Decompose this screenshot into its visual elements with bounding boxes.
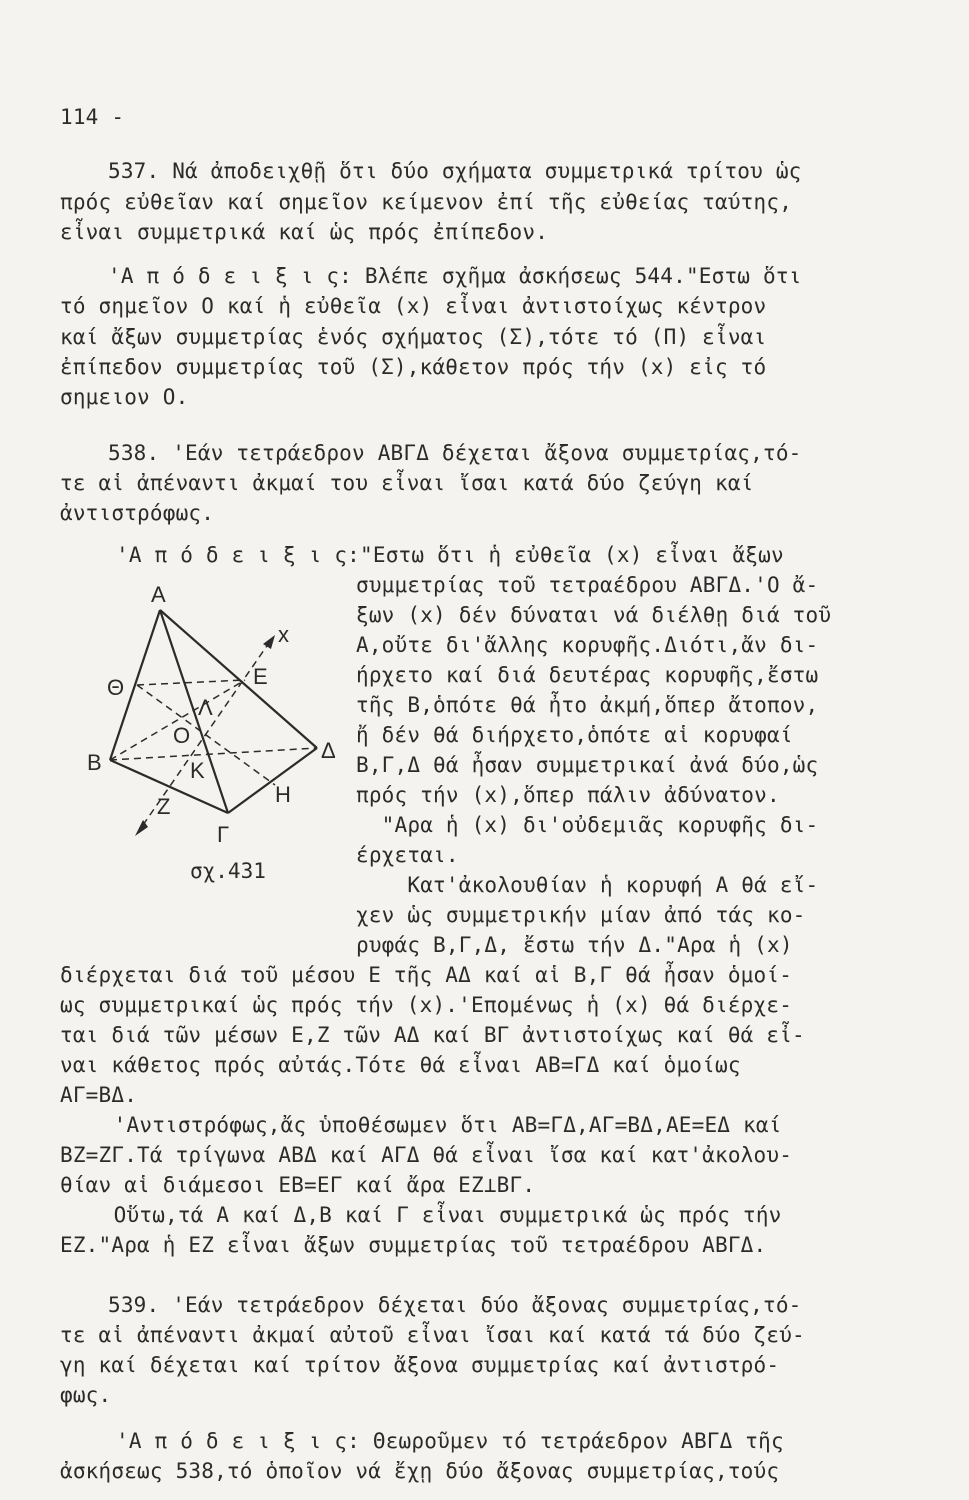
figure-label: x xyxy=(278,622,289,647)
text-line: θίαν αἱ διάμεσοι ΕΒ=ΕΓ καί ἄρα ΕΖ⊥ΒΓ. xyxy=(60,1173,536,1197)
text-line: 539. 'Εάν τετράεδρον δέχεται δύο ἄξονας συμμετρίας,τό- xyxy=(108,1293,802,1317)
text-line: συμμετρίας τοῦ τετραέδρου ΑΒΓΔ.'Ο ἄ- xyxy=(356,573,819,597)
text-line: Οὕτω,τά Α καί Δ,Β καί Γ εἶναι συμμετρικά ὡς πρός τήν xyxy=(88,1203,782,1227)
text-line: ΒΖ=ΖΓ.Τά τρίγωνα ΑΒΔ καί ΑΓΔ θά εἶναι ἴσα καί κατ'ἀκολου- xyxy=(60,1143,793,1167)
figure-label: Δ xyxy=(321,738,336,763)
figure-label: Β xyxy=(87,750,102,775)
text-line: 537. Νά ἀποδειχθῇ ὅτι δύο σχήματα συμμετρικά τρίτου ὡς xyxy=(108,159,802,183)
figure-caption: σχ.431 xyxy=(190,859,266,883)
figure-label: Ο xyxy=(173,723,191,748)
text-line: τό σημεῖον Ο καί ἡ εὐθεῖα (x) εἶναι ἀντιστοίχως κέντρον xyxy=(60,294,767,318)
page-number: 114 - xyxy=(60,105,125,129)
text-line: ἐπίπεδον συμμετρίας τοῦ (Σ),κάθετον πρός τήν (x) εἰς τό xyxy=(60,355,767,379)
axis-arrowhead xyxy=(263,635,275,649)
text-line: ται διά τῶν μέσων Ε,Ζ τῶν ΑΔ καί ΒΓ ἀντιστοίχως καί θά εἶ- xyxy=(60,1023,805,1047)
text-line: ναι κάθετος πρός αὐτάς.Τότε θά εἶναι ΑΒ=ΓΔ καί ὁμοίως xyxy=(60,1053,741,1077)
text-line: ξων (x) δέν δύναται νά διέλθῃ διά τοῦ xyxy=(356,603,832,627)
text-line: ΑΓ=ΒΔ. xyxy=(60,1083,138,1107)
figure-label: Γ xyxy=(217,822,230,847)
figure-label: Θ xyxy=(107,675,125,700)
edge-gd xyxy=(228,748,317,813)
text-line: ἀσκήσεως 538,τό ὁποῖον νά ἔχῃ δύο ἄξονας συμμετρίας,τούς xyxy=(60,1459,780,1483)
text-line: ρυφάς Β,Γ,Δ, ἔστω τήν Δ."Αρα ἡ (x) xyxy=(356,933,793,957)
text-line: 'Α π ό δ ε ι ξ ι ς:"Εστω ὅτι ἡ εὐθεῖα (x) εἶναι ἄξων xyxy=(116,543,784,567)
text-line: τῆς Β,ὁπότε θά ἦτο ἀκμή,ὅπερ ἄτοπον, xyxy=(356,693,819,717)
tetrahedron-figure xyxy=(87,580,355,860)
text-line: 'Α π ό δ ε ι ξ ι ς: Θεωροῦμεν τό τετράεδρον ΑΒΓΔ τῆς xyxy=(116,1429,784,1453)
text-line: χεν ὡς συμμετρικήν μίαν ἀπό τάς κο- xyxy=(356,903,806,927)
text-line: ως συμμετρικαί ὡς πρός τήν (x).'Επομένως ἡ (x) θά διέρχε- xyxy=(60,993,793,1017)
text-line: Κατ'ἀκολουθίαν ἡ κορυφή Α θά εἴ- xyxy=(356,873,819,897)
text-line: "Αρα ἡ (x) δι'οὐδεμιᾶς κορυφῆς δι- xyxy=(356,813,819,837)
edge-bd xyxy=(110,748,317,760)
segment-theta-e xyxy=(137,680,245,685)
text-line: Β,Γ,Δ θά ἦσαν συμμετρικαί ἀνά δύο,ὡς xyxy=(356,753,819,777)
text-line: έρχεται. xyxy=(356,843,459,867)
figure-label: Η xyxy=(275,782,291,807)
text-line: 'Αντιστρόφως,ἄς ὑποθέσωμεν ὅτι ΑΒ=ΓΔ,ΑΓ=ΒΔ,ΑΕ=ΕΔ καί xyxy=(88,1113,782,1137)
figure-label: Λ xyxy=(198,695,213,720)
text-line: γη καί δέχεται καί τρίτον ἄξονα συμμετρίας καί ἀντιστρό- xyxy=(60,1353,780,1377)
figure-label: Κ xyxy=(190,758,205,783)
text-line: καί ἄξων συμμετρίας ἑνός σχήματος (Σ),τότε τό (Π) εἶναι xyxy=(60,325,767,349)
text-line: πρός εὐθεῖαν καί σημεῖον κείμενον ἐπί τῆς εὐθείας ταύτης, xyxy=(60,190,793,214)
text-line: 538. 'Εάν τετράεδρον ΑΒΓΔ δέχεται ἄξονα συμμετρίας,τό- xyxy=(108,441,802,465)
text-line: σημειον Ο. xyxy=(60,385,189,409)
text-line: ήρχετο καί διά δευτέρας κορυφῆς,ἔστω xyxy=(356,663,819,687)
text-line: ΕΖ."Αρα ἡ ΕΖ εἶναι ἄξων συμμετρίας τοῦ τετραέδρου ΑΒΓΔ. xyxy=(60,1233,767,1257)
text-line: τε αἱ ἀπέναντι ἀκμαί αὐτοῦ εἶναι ἴσαι καί κατά τά δύο ζεύ- xyxy=(60,1323,805,1347)
text-line: Α,οὔτε δι'ἄλλης κορυφῆς.Διότι,ἄν δι- xyxy=(356,633,819,657)
text-line: φως. xyxy=(60,1383,112,1407)
figure-label: Ε xyxy=(253,664,268,689)
axis-tail-arrowhead xyxy=(135,820,148,836)
figure-label: Α xyxy=(151,582,166,607)
text-line: 'Α π ό δ ε ι ξ ι ς: Βλέπε σχῆμα ἀσκήσεως 544."Εστω ὅτι xyxy=(108,264,802,288)
text-line: πρός τήν (x),ὅπερ πάλιν ἀδύνατον. xyxy=(356,783,780,807)
text-line: διέρχεται διά τοῦ μέσου Ε τῆς ΑΔ καί αἱ Β,Γ θά ἦσαν ὁμοί- xyxy=(60,963,793,987)
text-line: ἤ δέν θά διήρχετο,ὁπότε αἱ κορυφαί xyxy=(356,723,793,747)
text-line: τε αἱ ἀπέναντι ἀκμαί του εἶναι ἴσαι κατά δύο ζεύγη καί xyxy=(60,471,754,495)
text-line: εἶναι συμμετρικά καί ὡς πρός ἐπίπεδον. xyxy=(60,220,549,244)
text-line: ἀντιστρόφως. xyxy=(60,501,215,525)
figure-label: Ζ xyxy=(157,794,171,819)
